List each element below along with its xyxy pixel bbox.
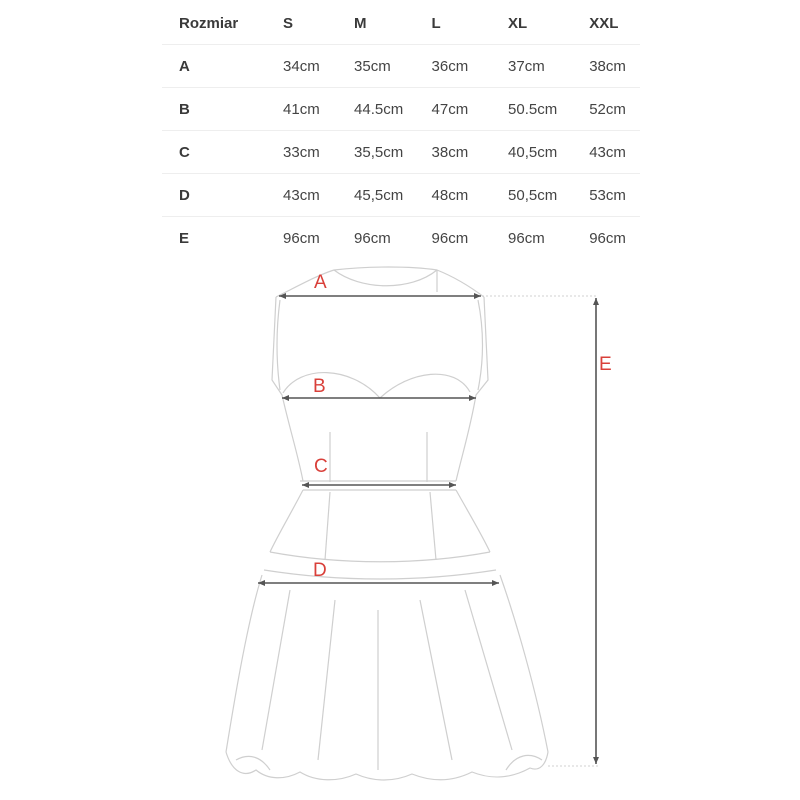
table-cell: 43cm <box>283 174 354 217</box>
table-cell: 96cm <box>508 229 545 247</box>
row-label: B <box>162 88 283 131</box>
table-cell: 96cm <box>283 229 320 247</box>
table-cell: 50,5cm <box>508 174 589 217</box>
table-cell: 38cm <box>589 45 640 88</box>
table-cell: 37cm <box>508 45 589 88</box>
table-cell: 96cm <box>354 229 391 247</box>
label-a: A <box>314 272 327 293</box>
table-cell: 33cm <box>283 131 354 174</box>
dress-outline <box>226 267 548 780</box>
table-cell: 44.5cm <box>354 88 432 131</box>
row-label: E <box>179 229 190 247</box>
table-cell: 43cm <box>589 131 640 174</box>
label-d: D <box>313 560 327 581</box>
header-l: L <box>432 2 508 45</box>
table-cell: 50.5cm <box>508 88 589 131</box>
header-xxl: XXL <box>589 2 640 45</box>
label-e: E <box>599 354 612 375</box>
table-cell: 41cm <box>283 88 354 131</box>
table-cell: 35,5cm <box>354 131 432 174</box>
table-cell: 96cm <box>589 229 626 247</box>
table-cell: 36cm <box>432 45 508 88</box>
header-s: S <box>283 2 354 45</box>
row-label: A <box>162 45 283 88</box>
table-cell: 34cm <box>283 45 354 88</box>
measurement-lines <box>258 296 598 766</box>
row-label: C <box>162 131 283 174</box>
header-size: Rozmiar <box>162 2 283 45</box>
measurement-labels <box>313 272 612 581</box>
label-c: C <box>314 456 328 477</box>
table-cell: 40,5cm <box>508 131 589 174</box>
table-cell: 35cm <box>354 45 432 88</box>
header-m: M <box>354 2 432 45</box>
table-cell: 48cm <box>432 174 508 217</box>
table-cell: 53cm <box>589 174 640 217</box>
table-cell: 47cm <box>432 88 508 131</box>
table-cell: 38cm <box>432 131 508 174</box>
table-cell: 45,5cm <box>354 174 432 217</box>
header-xl: XL <box>508 2 589 45</box>
label-b: B <box>313 376 326 397</box>
row-label: D <box>162 174 283 217</box>
table-cell: 96cm <box>431 229 469 247</box>
table-cell: 52cm <box>589 88 640 131</box>
